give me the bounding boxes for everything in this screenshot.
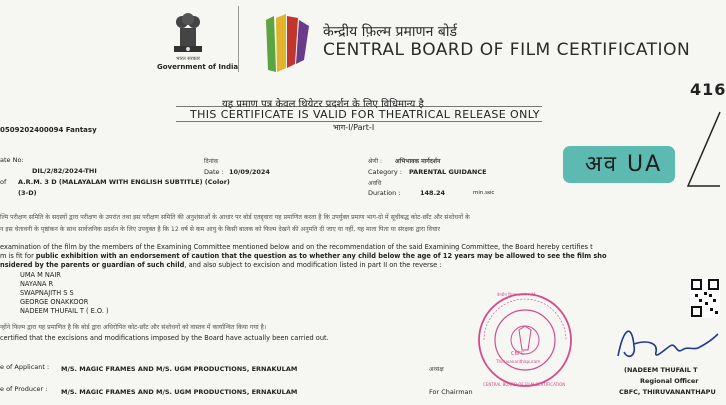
category-value-hindi: अभिभावक मार्गदर्शन bbox=[395, 158, 441, 165]
officer-title: Regional Officer bbox=[640, 377, 699, 385]
part-label: भाग-I/Part-I bbox=[333, 123, 375, 132]
committee-member: GEORGE ONAKKOOR bbox=[20, 298, 89, 306]
header-divider bbox=[238, 6, 239, 72]
duration-label-hindi: अवधि bbox=[368, 180, 382, 187]
body-english-line-2: m is fit for public exhibition with an endorsement of caution that the question as to whether any child below the age of 12 years may be allowed to see the film sho bbox=[0, 252, 607, 260]
film-format: (3-D) bbox=[18, 189, 37, 197]
cbfc-stamp-icon bbox=[470, 290, 580, 390]
duration-value: 148.24 bbox=[420, 189, 446, 197]
board-name-english: CENTRAL BOARD OF FILM CERTIFICATION bbox=[323, 40, 691, 60]
stamp-ring-text: CENTRAL BOARD OF FILM CERTIFICATION bbox=[483, 382, 566, 387]
body-english-line-4: certified that the excisions and modifications imposed by the Board have actually been carried out. bbox=[0, 334, 329, 342]
committee-member: NADEEM THUFAIL T ( E.O. ) bbox=[20, 307, 109, 315]
category-label-hindi: श्रेणी : bbox=[368, 158, 383, 165]
board-name-hindi: केन्द्रीय फ़िल्म प्रमाणन बोर्ड bbox=[323, 24, 457, 40]
date-label-hindi: दिनांक bbox=[204, 158, 219, 165]
body-english-line-1: examination of the film by the members of the Examining Committee mentioned below and on the recommendation of the said Examining Committee, the Board hereby certifies t bbox=[0, 243, 593, 251]
chairman-label: For Chairman bbox=[429, 388, 473, 396]
body-hindi-line-1: ल्मि परीक्षण समिति के सदस्यों द्वारा परीक्षण के उपरांत तथा इस परीक्षण समिति की अनुशंसाओं के आधार पर बोर्ड एतद्द्वारा यह प्रमाणित करता है कि उपर्युक्त प्रमाण भाग-दो में सूचीबद्ध कोट-छाँट और संशोधनों के bbox=[0, 214, 470, 221]
officer-name: (NADEEM THUFAIL T bbox=[624, 366, 698, 374]
category-value: PARENTAL GUIDANCE bbox=[409, 168, 487, 176]
rating-text: अव UA bbox=[585, 152, 663, 177]
producer-label: e of Producer : bbox=[0, 385, 48, 393]
committee-member: NAYANA R bbox=[20, 280, 54, 288]
cert-no-value: DIL/2/82/2024-THI bbox=[32, 167, 97, 175]
rating-triangle-icon bbox=[686, 110, 720, 190]
validity-english: THIS CERTIFICATE IS VALID FOR THEATRICAL RELEASE ONLY bbox=[190, 108, 540, 121]
body-english-line-3: nsidered by the parents or guardian of such child, and also subject to excision and modification listed in part II on the reverse : bbox=[0, 261, 442, 269]
applicant-label: e of Applicant : bbox=[0, 363, 50, 371]
reference-line: 0509202400094 Fantasy bbox=[0, 126, 97, 134]
qr-code-icon bbox=[690, 278, 720, 318]
validity-hindi: यह प्रमाण पत्र केवल थियेटर प्रदर्शन के लिए विधिमान्य है bbox=[222, 99, 424, 110]
body-hindi-line-2: न इस चेतावनी के पृष्ठांकन के साथ सार्वजनिक प्रदर्शन के लिए उपयुक्त है कि 12 वर्ष से कम आयु के किसी बालक को फिल्म देखने की अनुमति दी जाए या नहीं, यह माता पिता या संरक्षक द्वारा विचार bbox=[0, 226, 441, 233]
producer-value: M/S. MAGIC FRAMES AND M/S. UGM PRODUCTIONS, ERNAKULAM bbox=[61, 388, 298, 396]
committee-member: UMA M NAIR bbox=[20, 271, 61, 279]
film-label: of bbox=[0, 178, 7, 186]
stamp-hindi-text: केन्द्रीय फिल्म प्रमाणन बोर्ड bbox=[497, 292, 536, 297]
stamp-center-text: CBFC bbox=[511, 351, 525, 357]
stamp-city-text: Thiruvananthapuram bbox=[496, 359, 541, 364]
signature-icon bbox=[612, 320, 720, 372]
body-hindi-line-3: न्होंने फिल्म द्वारा यह प्रमाणित है कि बोर्ड द्वारा अधिरोपित कोट-छाँट और संशोधनों को वास्तव में कार्यान्वित किया गया है। bbox=[0, 324, 267, 331]
date-value: 10/09/2024 bbox=[229, 168, 270, 176]
date-label: Date : bbox=[204, 168, 224, 176]
duration-unit: min.sec bbox=[473, 190, 495, 196]
certificate-serial-number: 416 bbox=[690, 80, 726, 99]
duration-label: Duration : bbox=[368, 189, 401, 197]
chairman-hindi: अध्यक्ष bbox=[429, 366, 444, 373]
ashoka-emblem-icon bbox=[168, 10, 208, 56]
officer-office: CBFC, THIRUVANANTHAPU bbox=[619, 388, 716, 396]
committee-member: SWAPNAJITH S S bbox=[20, 289, 74, 297]
cert-no-label: ate No: bbox=[0, 156, 24, 164]
gov-hindi-label: भारत सरकार bbox=[176, 56, 200, 62]
category-label: Category : bbox=[368, 168, 402, 176]
film-title: A.R.M. 3 D (MALAYALAM WITH ENGLISH SUBTITLE) (Color) bbox=[18, 178, 230, 186]
gov-english-label: Government of India bbox=[157, 63, 239, 71]
applicant-value: M/S. MAGIC FRAMES AND M/S. UGM PRODUCTIONS, ERNAKULAM bbox=[61, 365, 298, 373]
cbfc-logo-icon bbox=[262, 10, 312, 76]
